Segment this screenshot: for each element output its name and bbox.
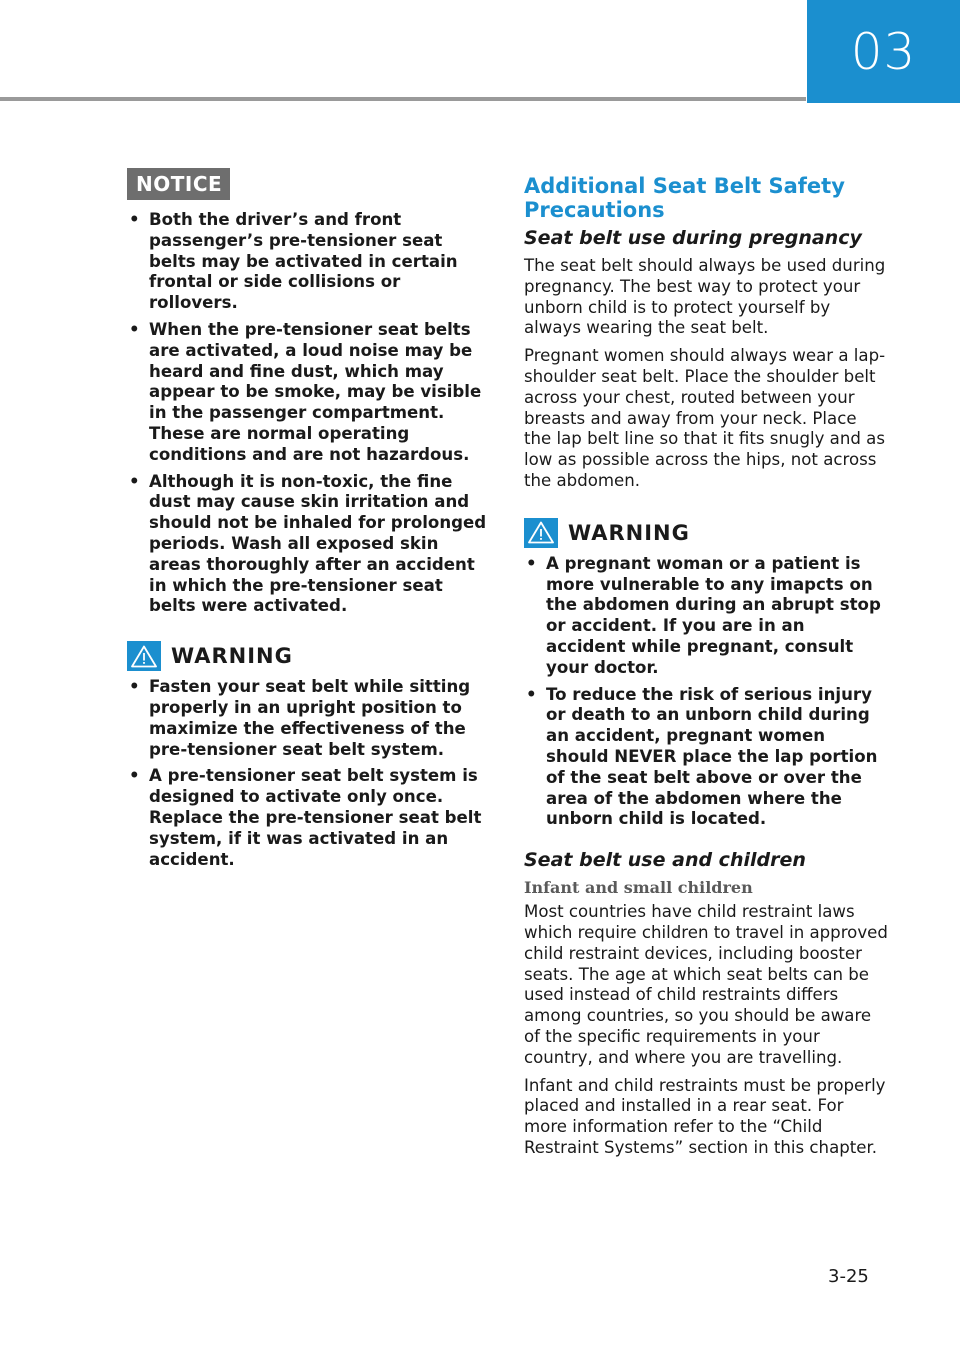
notice-item: • Although it is non-toxic, the fine dust may cause skin irritation and should not be inhaled for prolonged periods. Wash all exposed skin areas thoroughly after an accident in which the pre-tensioner seat belts were activated. [129,471,487,616]
left-column [127,168,489,876]
warning-item: • A pre-tensioner seat belt system is designed to activate only once. Replace the pre-tensioner seat belt system, if it was activated in an accident. [129,766,482,869]
paragraph: Pregnant women should always wear a lap-shoulder seat belt. Place the shoulder belt across your chest, routed between your breasts and away from your neck. Place the lap belt line so that it fits snugly and as low as possible across the hips, not across the abdomen. [524,346,886,490]
section-title: Additional Seat Belt Safety Precautions [524,174,845,222]
warning-item: • Fasten your seat belt while sitting properly in an upright position to maximize the effectiveness of the pre-tensioner seat belt system. [129,677,471,759]
pregnancy-title: Seat belt use during pregnancy [524,227,862,249]
notice-item: • When the pre-tensioner seat belts are activated, a loud noise may be heard and fine dust, which may appear to be smoke, may be visible in the passenger compartment. These are normal operating conditions and are not hazardous. [129,319,482,464]
notice-list [127,210,489,617]
paragraph: Infant and child restraints must be properly placed and installed in a rear seat. For more information refer to the “Child Restraint Systems” section in this chapter. [524,1075,886,1157]
warning-list [524,554,889,830]
paragraph: The seat belt should always be used during pregnancy. The best way to protect your unborn child is to protect yourself by always wearing the seat belt. [524,256,886,338]
warning-label: WARNING [568,520,690,545]
warning-triangle-icon [524,518,558,548]
warning-triangle-icon [127,641,161,671]
right-column [524,168,889,1166]
chapter-tab: 03 [807,0,960,103]
children-title: Seat belt use and children [524,849,806,872]
children-subtitle: Infant and small children [524,878,753,898]
warning-item: • To reduce the risk of serious injury or death to an unborn child during an accident, pregnant women should NEVER place the lap portion of the seat belt above or over the area of the abdomen where the unborn child is located. [526,684,878,829]
notice-item: • Both the driver’s and front passenger’s pre-tensioner seat belts may be activated in certain frontal or side collisions or rollovers. [129,210,458,313]
paragraph: Most countries have child restraint laws which require children to travel in approved child restraint devices, including booster seats. The age at which seat belts can be used instead of child restraints differs among countries, so you should be aware of the specific requirements in your country, and where you are travelling. [524,902,888,1067]
header-rule [0,97,806,101]
warning-label: WARNING [171,644,293,669]
warning-item: • A pregnant woman or a patient is more vulnerable to any imapcts on the abdomen during an abrupt stop or accident. If you are in an accident while pregnant, consult your doctor. [526,553,881,677]
warning-list [127,677,489,870]
notice-badge: NOTICE [127,168,230,200]
warning-header [524,518,889,548]
page-number: 3-25 [828,1266,869,1287]
warning-header [127,641,489,671]
